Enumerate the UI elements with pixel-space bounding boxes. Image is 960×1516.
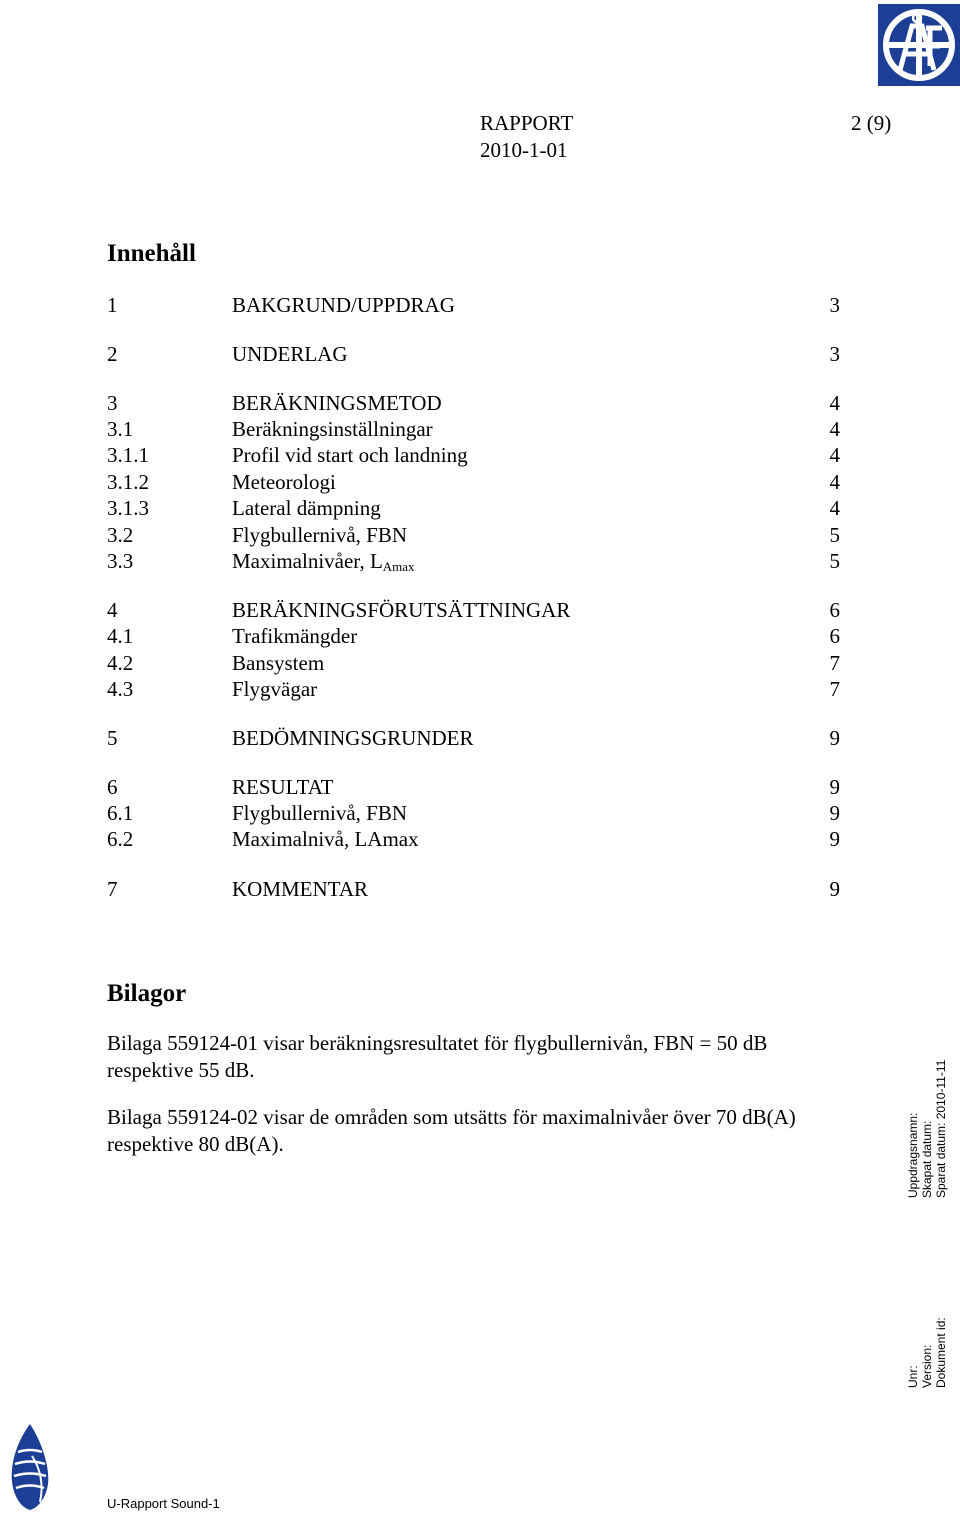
toc-entry-title: BERÄKNINGSFÖRUTSÄTTNINGAR <box>232 598 571 622</box>
toc-entry-page: 7 <box>829 651 840 675</box>
toc-entry[interactable] <box>107 876 840 902</box>
toc-entry-number: 4.3 <box>107 677 134 701</box>
toc-entry-page: 4 <box>829 470 840 494</box>
side-meta-line: Dokument id: <box>934 1317 948 1388</box>
toc-entry-title: Flygvägar <box>232 677 318 701</box>
appendix-paragraph: Bilaga 559124-02 visar de områden som utsätts för maximalnivåer över 70 dB(A) respektive 80 dB(A). <box>107 1105 796 1156</box>
toc-entry[interactable] <box>107 548 840 574</box>
toc-entry-title: Flygbullernivå, FBN <box>232 801 408 825</box>
toc-entry[interactable] <box>107 774 840 800</box>
toc-entry-page: 9 <box>829 827 840 851</box>
toc-entry-number: 3.2 <box>107 523 134 547</box>
toc-entry[interactable] <box>107 725 840 751</box>
toc-entry[interactable] <box>107 416 840 442</box>
toc-entry-number: 3.1.3 <box>107 496 149 520</box>
toc-entry-number: 7 <box>107 877 118 901</box>
toc-entry[interactable] <box>107 623 840 649</box>
toc-entry[interactable] <box>107 800 840 826</box>
toc-entry-number: 6 <box>107 775 118 799</box>
toc-entry-number: 5 <box>107 726 118 750</box>
toc-entry[interactable] <box>107 292 840 318</box>
toc-entry-title: BERÄKNINGSMETOD <box>232 391 442 415</box>
toc-entry[interactable] <box>107 826 840 852</box>
toc-entry-page: 4 <box>829 496 840 520</box>
toc-entry-title-subscript: Amax <box>382 559 415 574</box>
side-meta-line: Uppdragsnamn: <box>906 1112 920 1198</box>
toc-entry-page: 6 <box>829 598 840 622</box>
toc-entry-number: 4.2 <box>107 651 134 675</box>
toc-entry-title: Trafikmängder <box>232 624 358 648</box>
toc-entry-title: Flygbullernivå, FBN <box>232 523 408 547</box>
toc-entry[interactable] <box>107 341 840 367</box>
side-meta-line: Unr: <box>906 1365 920 1388</box>
toc-entry[interactable] <box>107 522 840 548</box>
toc-entry-page: 3 <box>829 293 840 317</box>
toc-entry-title: Beräkningsinställningar <box>232 417 433 441</box>
shell-icon <box>8 1422 56 1512</box>
toc-entry-number: 3.1 <box>107 417 134 441</box>
toc-entry-number: 3.1.1 <box>107 443 149 467</box>
toc-entry-page: 5 <box>829 523 840 547</box>
toc-entry-title: Lateral dämpning <box>232 496 381 520</box>
document-type: RAPPORT <box>480 111 574 135</box>
toc-entry-title: BEDÖMNINGSGRUNDER <box>232 726 474 750</box>
toc-entry-title: Profil vid start och landning <box>232 443 468 467</box>
af-logo-icon <box>878 4 960 86</box>
toc-entry-title <box>232 548 415 577</box>
appendix-paragraph: Bilaga 559124-01 visar beräkningsresultatet för flygbullernivån, FBN = 50 dB respektive 55 dB. <box>107 1031 768 1082</box>
toc-entry-page: 5 <box>829 549 840 573</box>
toc-entry-number: 4 <box>107 598 118 622</box>
toc-entry-number: 3.1.2 <box>107 470 149 494</box>
toc-entry-title: RESULTAT <box>232 775 334 799</box>
toc-entry-title: Bansystem <box>232 651 325 675</box>
toc-entry-page: 9 <box>829 775 840 799</box>
toc-entry[interactable] <box>107 676 840 702</box>
side-meta-line: Version: <box>920 1344 934 1388</box>
toc-entry-number: 2 <box>107 342 118 366</box>
toc-entry-number: 3.3 <box>107 549 134 573</box>
document-date: 2010-1-01 <box>480 138 568 162</box>
toc-entry-number: 1 <box>107 293 118 317</box>
appendices-heading: Bilagor <box>107 980 187 1007</box>
side-meta-line: Sparat datum: 2010-11-11 <box>934 1059 948 1198</box>
toc-entry[interactable] <box>107 597 840 623</box>
toc-entry-page: 9 <box>829 877 840 901</box>
toc-entry-title: BAKGRUND/UPPDRAG <box>232 293 455 317</box>
toc-entry-title: Meteorologi <box>232 470 336 494</box>
toc-entry[interactable] <box>107 650 840 676</box>
toc-entry-number: 6.2 <box>107 827 134 851</box>
toc-entry-page: 4 <box>829 417 840 441</box>
toc-entry-title: KOMMENTAR <box>232 877 368 901</box>
toc-entry-title-main: Maximalnivåer, L <box>232 549 383 573</box>
toc-entry-page: 6 <box>829 624 840 648</box>
toc-entry-title: UNDERLAG <box>232 342 348 366</box>
side-meta-line: Skapat datum: <box>920 1120 934 1198</box>
toc-entry-number: 6.1 <box>107 801 134 825</box>
toc-entry-page: 4 <box>829 391 840 415</box>
toc-entry-page: 9 <box>829 726 840 750</box>
toc-entry[interactable] <box>107 442 840 468</box>
toc-entry[interactable] <box>107 390 840 416</box>
toc-entry-number: 3 <box>107 391 118 415</box>
page-number: 2 (9) <box>851 111 892 135</box>
toc-entry-number: 4.1 <box>107 624 134 648</box>
toc-entry[interactable] <box>107 495 840 521</box>
toc-entry-page: 4 <box>829 443 840 467</box>
toc-entry[interactable] <box>107 469 840 495</box>
toc-entry-page: 3 <box>829 342 840 366</box>
toc-entry-page: 9 <box>829 801 840 825</box>
toc-entry-title: Maximalnivå, LAmax <box>232 827 419 851</box>
footer-template-code: U-Rapport Sound-1 <box>107 1496 220 1511</box>
toc-heading: Innehåll <box>107 240 196 267</box>
toc-entry-page: 7 <box>829 677 840 701</box>
